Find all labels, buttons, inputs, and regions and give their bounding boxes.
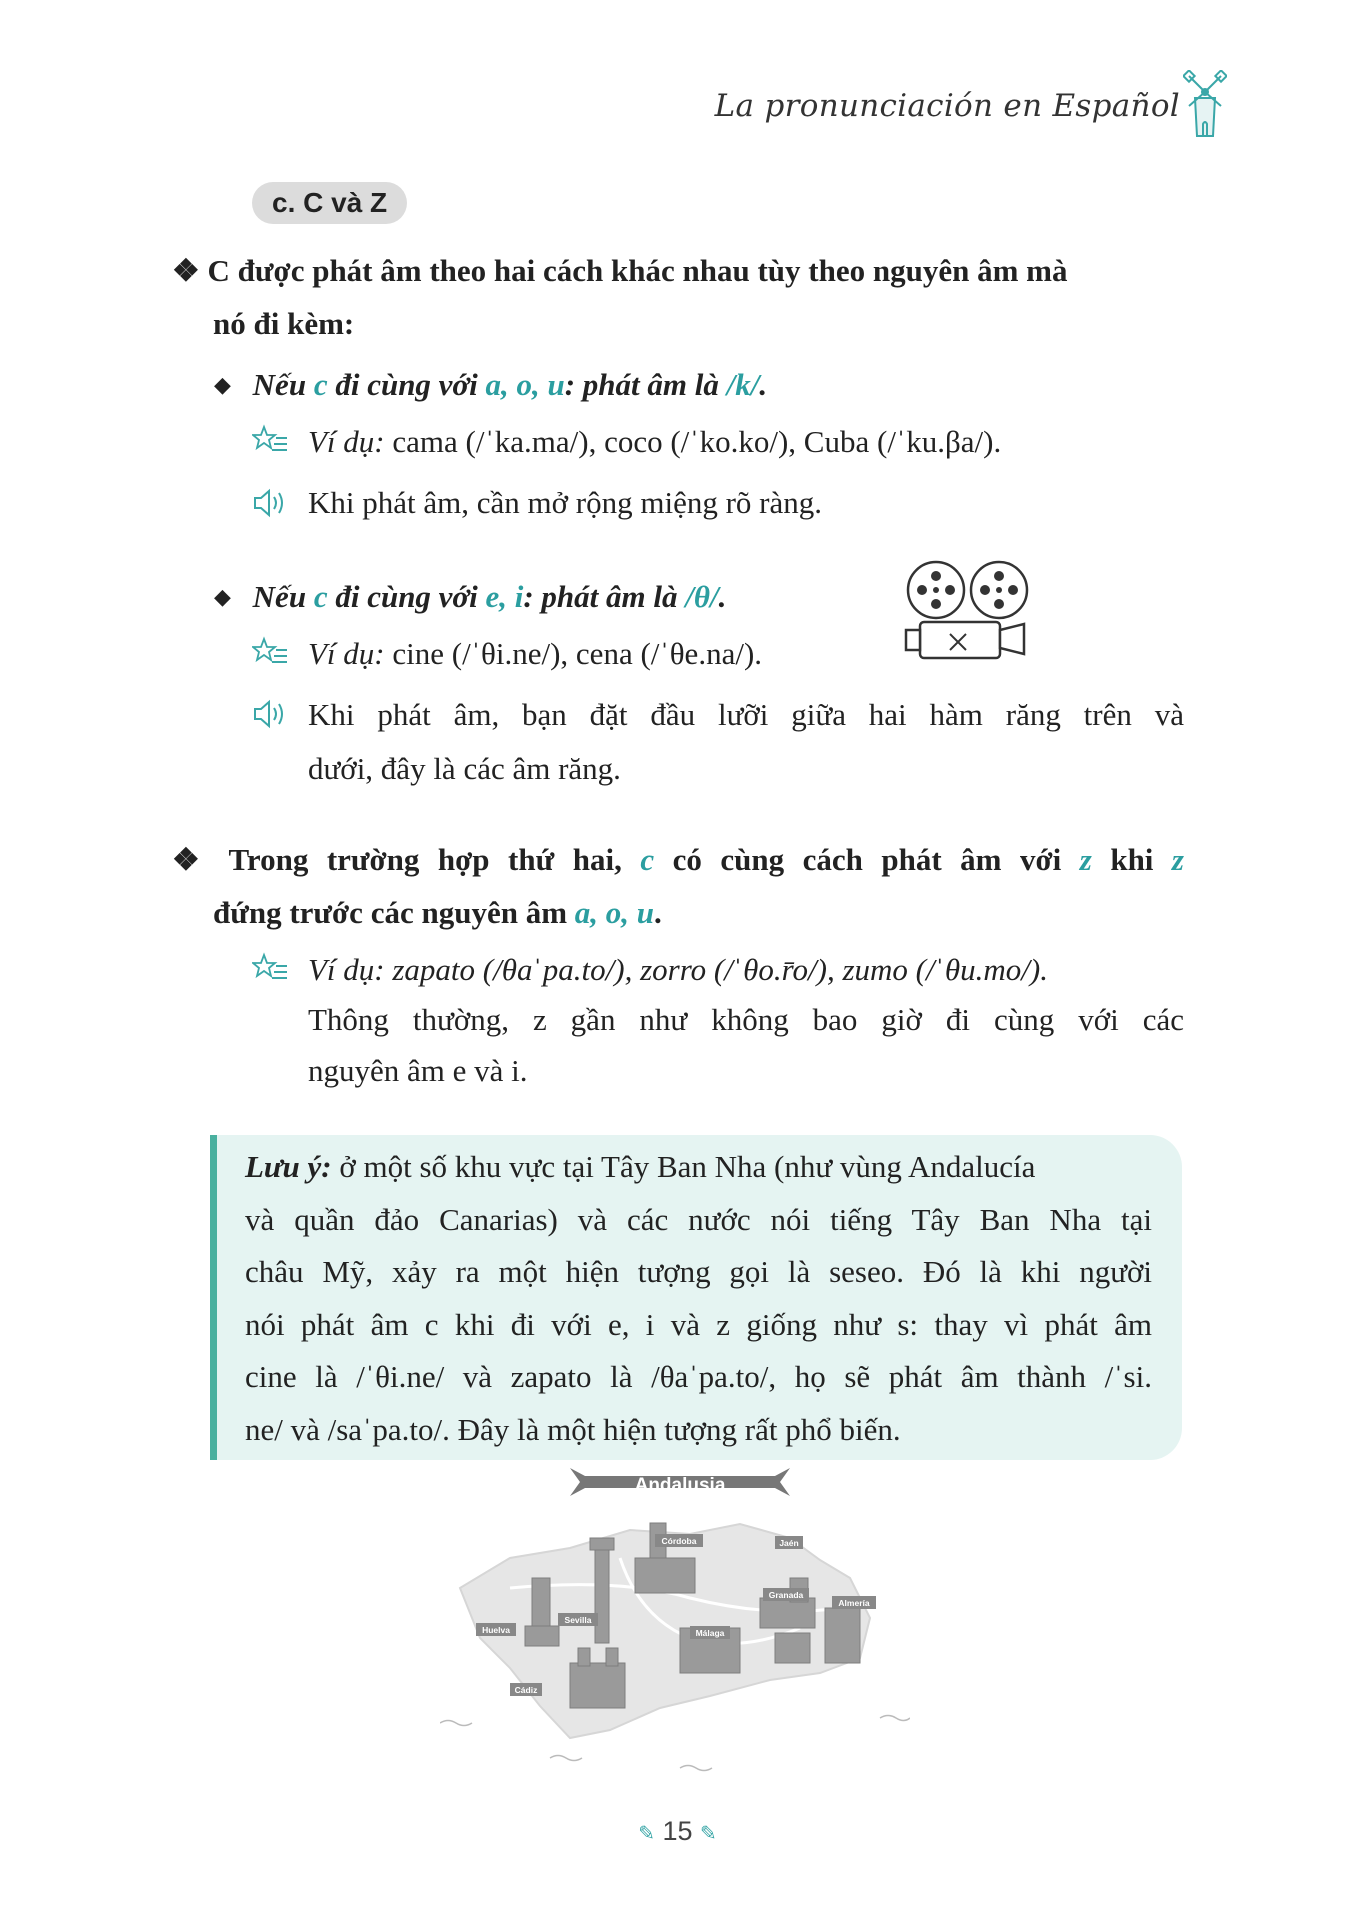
windmill-icon: [1183, 70, 1227, 138]
map-title: Andalusia: [634, 1475, 726, 1496]
running-header: La pronunciación en Español: [714, 88, 1180, 124]
note-line1: Lưu ý: ở một số khu vực tại Tây Ban Nha (như vùng Andalucía: [245, 1149, 1036, 1184]
case-2-heading: ◆ Nếu c đi cùng với e, i: phát âm là /θ/.: [214, 579, 727, 614]
speaker-icon: [252, 697, 288, 731]
case-1-example: Ví dụ: cama (/ˈka.ma/), coco (/ˈko.ko/), Cuba (/ˈku.βa/).: [308, 424, 1002, 459]
feather-icon: ✎: [638, 1823, 655, 1845]
case-1-heading: ◆ Nếu c đi cùng với a, o, u: phát âm là /k/.: [214, 367, 768, 402]
film-projector-icon: [900, 558, 1035, 668]
star-list-icon: [252, 952, 288, 986]
star-list-icon: [252, 424, 288, 458]
note-line6: ne/ và /saˈpa.to/. Đây là một hiện tượng rất phổ biến.: [245, 1411, 901, 1447]
rule-1-line1: C được phát âm theo hai cách khác nhau tùy theo nguyên âm mà: [207, 253, 1068, 288]
rule-1-line2: nó đi kèm:: [213, 306, 355, 341]
case-2-example: Ví dụ: cine (/ˈθi.ne/), cena (/ˈθe.na/).: [308, 636, 763, 671]
city-granada: Granada: [768, 1590, 804, 1600]
city-malaga: Málaga: [695, 1628, 725, 1638]
diamond-bullet-icon: ❖: [172, 253, 200, 288]
note-line5: cine là /ˈθi.ne/ và zapato là /θaˈpa.to/, họ sẽ phát âm thành /ˈsi.: [245, 1359, 1152, 1394]
city-almeria: Almería: [838, 1598, 870, 1608]
page-number: ✎ 15 ✎: [638, 1816, 717, 1846]
city-jaen: Jaén: [779, 1538, 799, 1548]
speaker-icon: [252, 486, 288, 520]
city-cadiz: Cádiz: [514, 1685, 538, 1695]
rule-2-line1: ❖ Trong trường hợp thứ hai, c có cùng cách phát âm với z khi z: [172, 842, 1184, 877]
feather-icon: ✎: [700, 1823, 717, 1845]
section-label: c. C và Z: [252, 182, 407, 224]
rule-2-example-line2: Thông thường, z gần như không bao giờ đi cùng với các: [308, 1002, 1184, 1037]
rule-1: [172, 244, 1068, 297]
city-sevilla: Sevilla: [564, 1615, 592, 1625]
case-2-tip-line2: dưới, đây là các âm răng.: [308, 751, 621, 786]
note-box: [210, 1135, 1182, 1460]
bullet-icon: ◆: [214, 372, 231, 397]
bullet-icon: ◆: [214, 584, 231, 609]
note-line2: và quần đảo Canarias) và các nước nói tiếng Tây Ban Nha tại: [245, 1201, 1152, 1237]
diamond-bullet-icon: ❖: [172, 842, 211, 877]
rule-2-line2: đứng trước các nguyên âm a, o, u.: [213, 895, 662, 930]
note-line4: nói phát âm c khi đi với e, i và z giống như s: thay vì phát âm: [245, 1306, 1152, 1342]
city-cordoba: Córdoba: [661, 1536, 697, 1546]
case-2-tip-line1: Khi phát âm, bạn đặt đầu lưỡi giữa hai hàm răng trên và: [308, 697, 1184, 732]
city-huelva: Huelva: [482, 1625, 510, 1635]
note-line3: châu Mỹ, xảy ra một hiện tượng gọi là seseo. Đó là khi người: [245, 1254, 1152, 1289]
rule-2-example-line3: nguyên âm e và i.: [308, 1053, 528, 1088]
star-list-icon: [252, 636, 288, 670]
andalusia-map: [440, 1468, 910, 1778]
rule-2-example-line1: Ví dụ: zapato (/θaˈpa.to/), zorro (/ˈθo.r̄o/), zumo (/ˈθu.mo/).: [308, 952, 1048, 987]
case-1-tip: Khi phát âm, cần mở rộng miệng rõ ràng.: [308, 485, 822, 520]
